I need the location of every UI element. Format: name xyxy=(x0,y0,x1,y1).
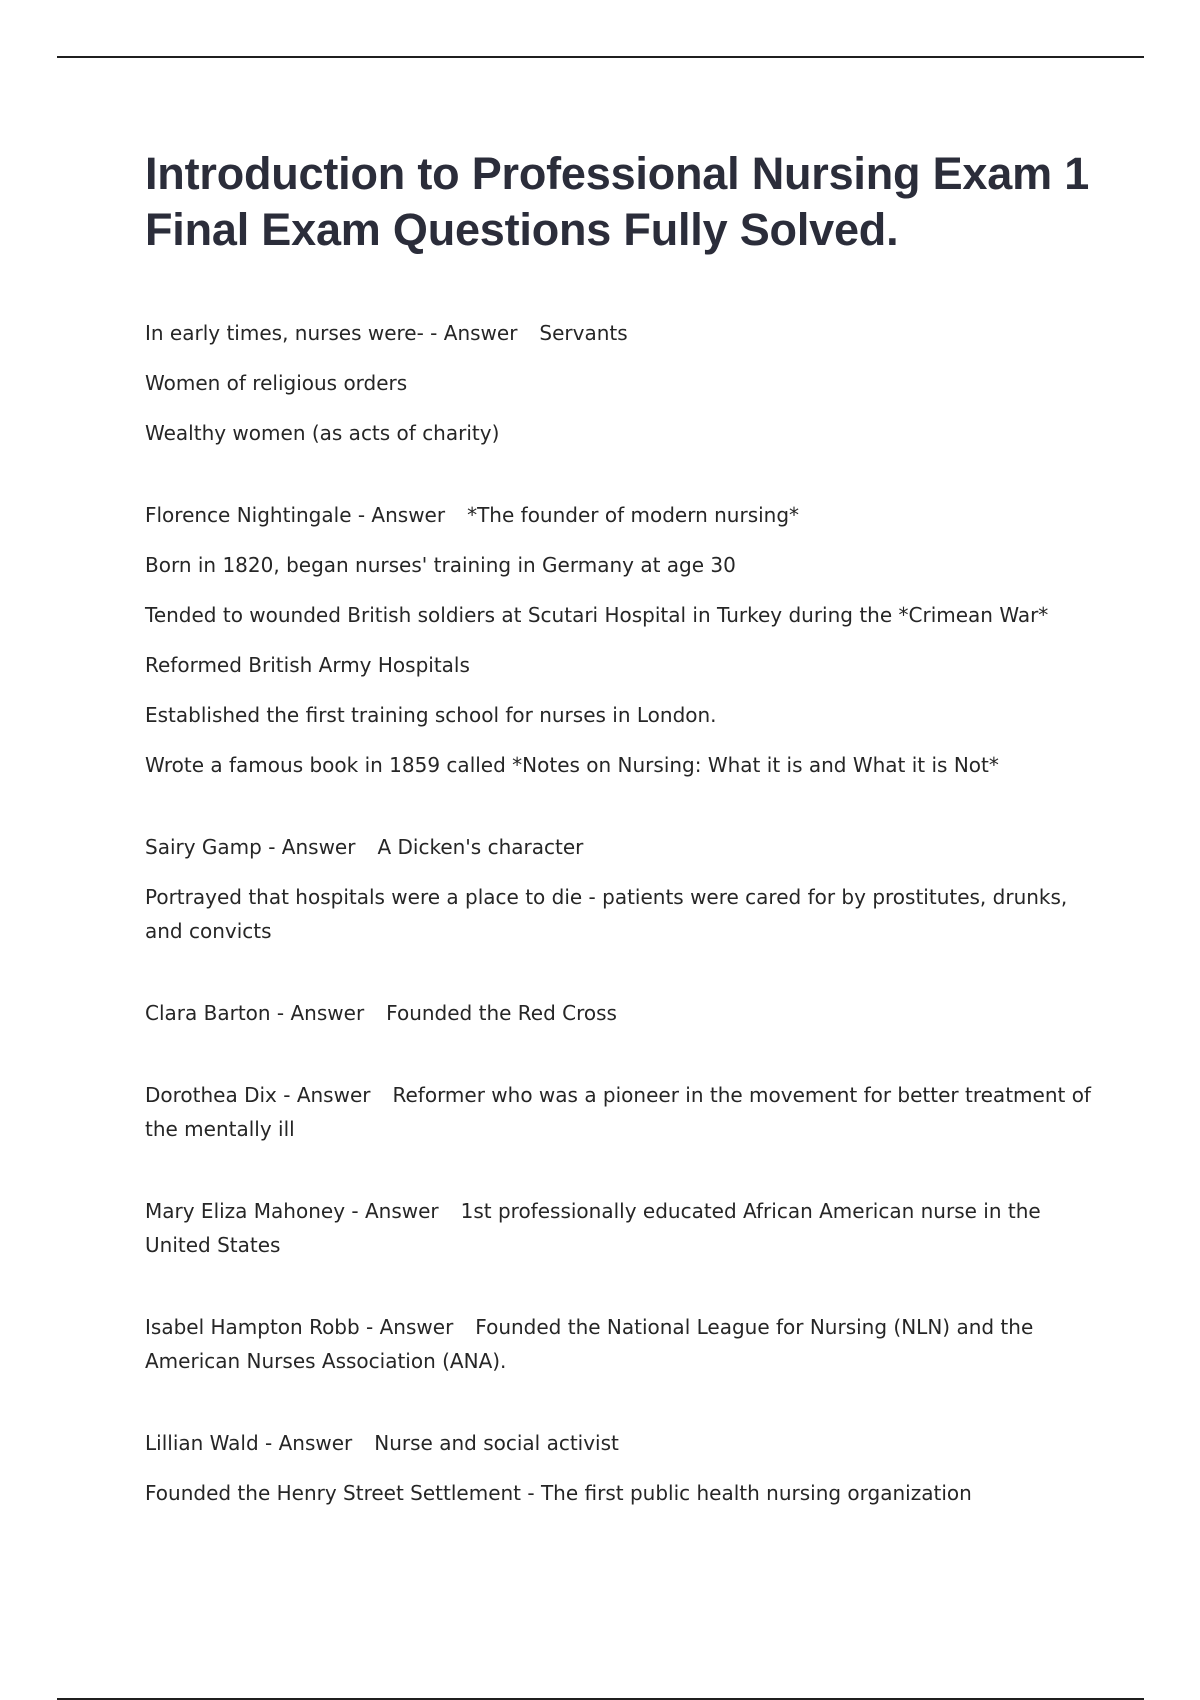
detail-line: Tended to wounded British soldiers at Scutari Hospital in Turkey during the *Crimean War* xyxy=(145,603,1049,627)
qa-entry xyxy=(145,1194,1095,1262)
question-line xyxy=(145,316,1095,350)
question-line xyxy=(145,830,1095,864)
answer-text: 1st professionally educated African American nurse in the United States xyxy=(145,1199,1041,1257)
question-line xyxy=(145,1194,1095,1262)
answer-text: *The founder of modern nursing* xyxy=(467,503,800,527)
detail-line: Portrayed that hospitals were a place to die - patients were cared for by prostitutes, drunks, and convicts xyxy=(145,885,1068,943)
question-text: Isabel Hampton Robb - Answer xyxy=(145,1315,454,1339)
qa-entry xyxy=(145,498,1095,782)
question-text: Florence Nightingale - Answer xyxy=(145,503,446,527)
question-line xyxy=(145,498,1095,532)
detail-line: Founded the Henry Street Settlement - The first public health nursing organization xyxy=(145,1481,972,1505)
qa-entry xyxy=(145,830,1095,948)
document-title: Introduction to Professional Nursing Exam 1 Final Exam Questions Fully Solved. xyxy=(145,148,1090,255)
question-text: Mary Eliza Mahoney - Answer xyxy=(145,1199,439,1223)
qa-entry xyxy=(145,1426,1095,1510)
document-body xyxy=(145,146,1095,1558)
detail-line: Reformed British Army Hospitals xyxy=(145,653,470,677)
top-rule xyxy=(57,56,1144,58)
detail-line: Wealthy women (as acts of charity) xyxy=(145,421,500,445)
question-line xyxy=(145,1078,1095,1146)
answer-text: Reformer who was a pioneer in the movement for better treatment of the mentally ill xyxy=(145,1083,1091,1141)
detail-line: Women of religious orders xyxy=(145,371,408,395)
question-text: Sairy Gamp - Answer xyxy=(145,835,356,859)
qa-entry xyxy=(145,996,1095,1030)
answer-text: Founded the National League for Nursing (NLN) and the American Nurses Association (ANA). xyxy=(145,1315,1034,1373)
qa-entry xyxy=(145,1078,1095,1146)
detail-line: Born in 1820, began nurses' training in Germany at age 30 xyxy=(145,553,736,577)
question-line xyxy=(145,1310,1095,1378)
answer-text: Founded the Red Cross xyxy=(386,1001,617,1025)
detail-line: Wrote a famous book in 1859 called *Notes on Nursing: What it is and What it is Not* xyxy=(145,753,999,777)
qa-entry xyxy=(145,1310,1095,1378)
question-line xyxy=(145,996,1095,1030)
question-text: In early times, nurses were- - Answer xyxy=(145,321,518,345)
answer-text: Servants xyxy=(539,321,628,345)
detail-line: Established the first training school for nurses in London. xyxy=(145,703,717,727)
question-text: Lillian Wald - Answer xyxy=(145,1431,353,1455)
qa-entry xyxy=(145,316,1095,450)
question-text: Clara Barton - Answer xyxy=(145,1001,365,1025)
answer-text: Nurse and social activist xyxy=(374,1431,619,1455)
question-text: Dorothea Dix - Answer xyxy=(145,1083,371,1107)
question-line xyxy=(145,1426,1095,1460)
answer-text: A Dicken's character xyxy=(377,835,584,859)
